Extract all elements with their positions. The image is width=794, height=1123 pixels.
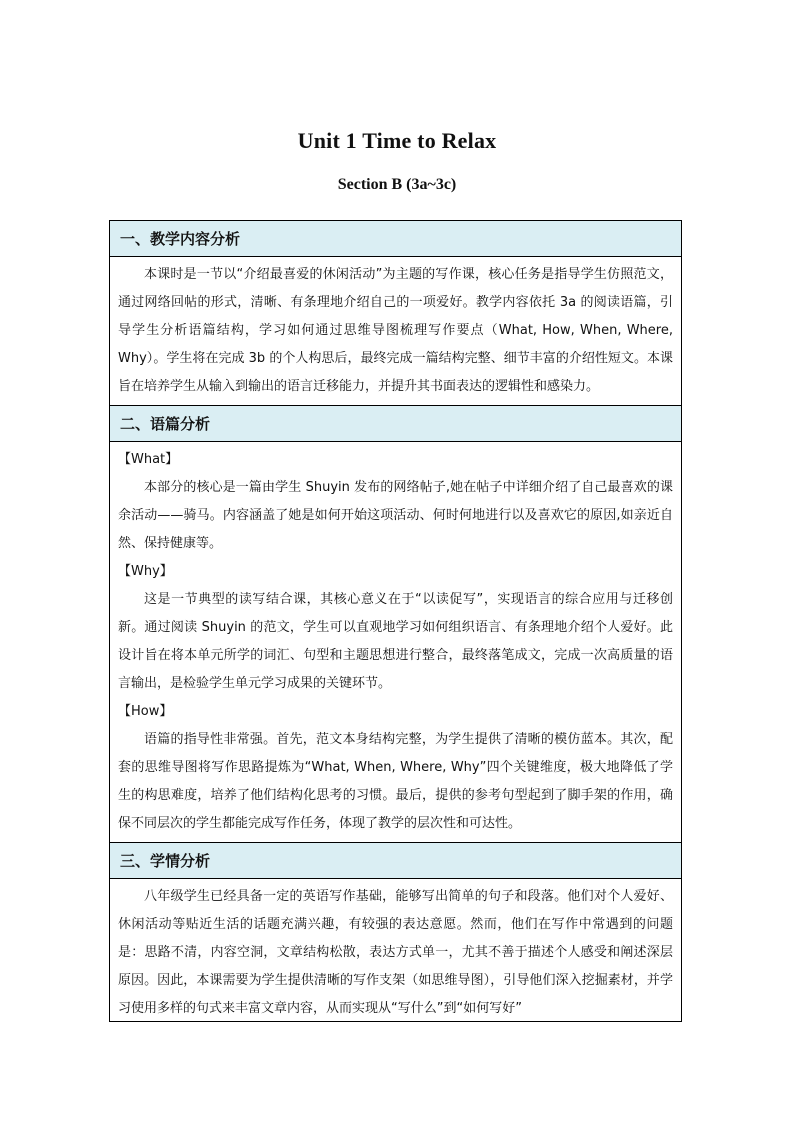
section-body-student-analysis [110,879,681,1021]
document-subtitle: Section B (3a~3c) [337,176,457,193]
why-paragraph: 这是一节典型的读写结合课，其核心意义在于“以读促写”，实现语言的综合应用与迁移创新。通过阅读 Shuyin 的范文，学生可以直观地学习如何组织语言、有条理地介绍个人爱好。此设计旨在将本单元所学的词汇、句型和主题思想进行整合，最终落笔成文，完成一次高质量的语言输出，是检验学生单元学习成果的关键环节。 [118,592,673,691]
lesson-plan-table [109,220,682,1022]
how-paragraph: 语篇的指导性非常强。首先，范文本身结构完整，为学生提供了清晰的模仿蓝本。其次，配套的思维导图将写作思路提炼为“What, When, Where, Why”四个关键维度，极大地降低了学生的构思难度，培养了他们结构化思考的习惯。最后，提供的参考句型起到了脚手架的作用，确保不同层次的学生都能完成写作任务，体现了教学的层次性和可达性。 [118,732,673,831]
what-paragraph: 本部分的核心是一篇由学生 Shuyin 发布的网络帖子,她在帖子中详细介绍了自己最喜欢的课余活动——骑马。内容涵盖了她是如何开始这项活动、何时何地进行以及喜欢它的原因,如亲近自然、保持健康等。 [118,480,673,551]
section-heading-text-analysis: 二、语篇分析 [110,406,681,442]
section-heading-student-analysis: 三、学情分析 [110,843,681,879]
section-body-content-analysis [110,257,681,406]
why-label: 【Why】 [118,564,173,579]
how-label: 【How】 [118,704,173,719]
section-heading-content-analysis: 一、教学内容分析 [110,221,681,257]
what-label: 【What】 [118,452,179,467]
student-analysis-clip [118,883,673,1017]
document-title: Unit 1 Time to Relax [297,128,497,153]
student-analysis-paragraph: 八年级学生已经具备一定的英语写作基础，能够写出简单的句子和段落。他们对个人爱好、休闲活动等贴近生活的话题充满兴趣，有较强的表达意愿。然而，他们在写作中常遇到的问题是：思路不清，内容空洞，文章结构松散，表达方式单一，尤其不善于描述个人感受和阐述深层原因。因此，本课需要为学生提供清晰的写作支架（如思维导图），引导他们深入挖掘素材，并学习使用多样的句式来丰富文章内容，从而实现从“写什么”到“如何写好” [118,889,673,1016]
section-body-text-analysis [110,442,681,843]
content-analysis-paragraph: 本课时是一节以“介绍最喜爱的休闲活动”为主题的写作课，核心任务是指导学生仿照范文，通过网络回帖的形式，清晰、有条理地介绍自己的一项爱好。教学内容依托 3a 的阅读语篇，引导学生分析语篇结构，学习如何通过思维导图梳理写作要点（What, How, When, Where, Why）。学生将在完成 3b 的个人构思后，最终完成一篇结构完整、细节丰富的介绍性短文。本课旨在培养学生从输入到输出的语言迁移能力，并提升其书面表达的逻辑性和感染力。 [118,267,673,394]
